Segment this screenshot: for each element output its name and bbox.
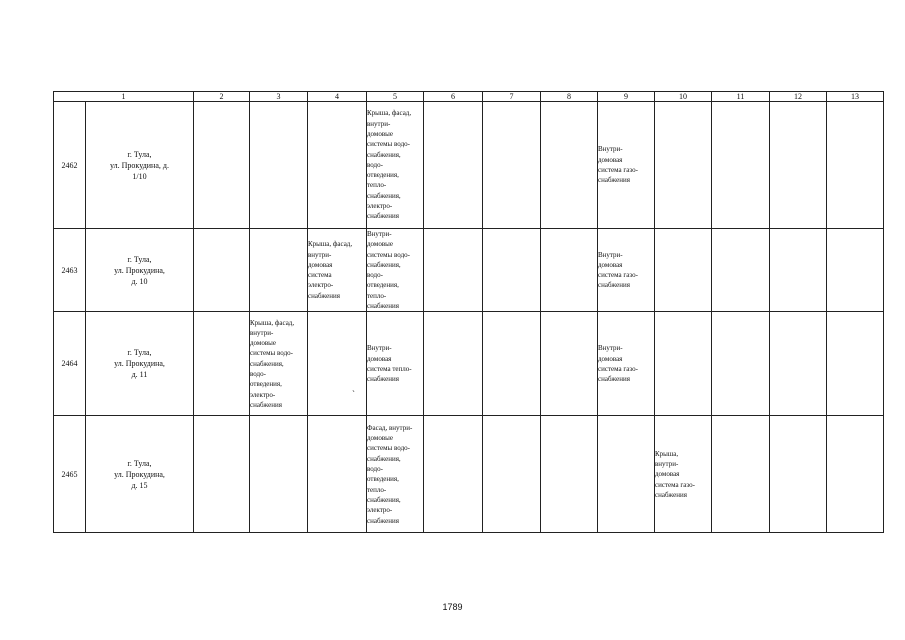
cell-col-2 <box>194 416 250 533</box>
address-text: г. Тула, ул. Прокудина, д. 11 <box>114 348 165 380</box>
cell-col-7 <box>483 102 541 229</box>
cell-col-4 <box>308 416 367 533</box>
cell-text: Внутри- домовая система газо- снабжения <box>598 344 638 384</box>
cell-col-7 <box>483 416 541 533</box>
header-cell-7: 7 <box>483 92 541 102</box>
header-cell-4: 4 <box>308 92 367 102</box>
cell-col-3 <box>250 312 308 416</box>
cell-col-10 <box>655 229 712 312</box>
row-address <box>86 416 194 533</box>
cell-col-6 <box>424 416 483 533</box>
header-cell-9: 9 <box>598 92 655 102</box>
header-cell-12: 12 <box>770 92 827 102</box>
cell-col-9 <box>598 312 655 416</box>
cell-text: Крыша, фасад, внутри- домовые системы водо- снабжения, водо- отведения, электро- снабжения <box>250 318 295 409</box>
cell-col-12 <box>770 312 827 416</box>
cell-col-8 <box>541 229 598 312</box>
cell-text: Внутри- домовая система газо- снабжения <box>598 145 638 185</box>
cell-text: Внутри- домовая система тепло- снабжения <box>367 344 412 384</box>
cell-col-10 <box>655 312 712 416</box>
cell-col-8 <box>541 312 598 416</box>
cell-col-12 <box>770 229 827 312</box>
cell-col-13 <box>827 229 884 312</box>
cell-col-11 <box>712 229 770 312</box>
cell-col-10 <box>655 416 712 533</box>
cell-col-2 <box>194 229 250 312</box>
header-cell-5: 5 <box>367 92 424 102</box>
header-cell-3: 3 <box>250 92 308 102</box>
cell-col-9 <box>598 229 655 312</box>
cell-col-4 <box>308 102 367 229</box>
cell-col-7 <box>483 312 541 416</box>
cell-col-6 <box>424 312 483 416</box>
cell-col-4 <box>308 229 367 312</box>
row-address <box>86 102 194 229</box>
cell-col-3 <box>250 229 308 312</box>
row-number: 2462 <box>54 102 86 229</box>
cell-col-13 <box>827 416 884 533</box>
cell-col-5 <box>367 312 424 416</box>
cell-text: Крыша, внутри- домовая система газо- снабжения <box>655 449 695 499</box>
cell-col-2 <box>194 312 250 416</box>
cell-col-5 <box>367 102 424 229</box>
cell-col-5 <box>367 416 424 533</box>
cell-col-8 <box>541 102 598 229</box>
table-row <box>54 229 884 312</box>
header-cell-8: 8 <box>541 92 598 102</box>
table-row <box>54 416 884 533</box>
cell-text: Крыша, фасад, внутри- домовые системы водо- снабжения, водо- отведения, тепло- снабжения, электро- снабжения <box>367 109 412 221</box>
cell-col-3 <box>250 102 308 229</box>
header-cell-10: 10 <box>655 92 712 102</box>
cell-text: Крыша, фасад, внутри- домовая система электро- снабжения <box>308 240 353 300</box>
address-text: г. Тула, ул. Прокудина, д. 15 <box>114 458 165 490</box>
header-row <box>54 92 884 102</box>
cell-col-6 <box>424 229 483 312</box>
register-table <box>53 91 884 533</box>
row-number: 2463 <box>54 229 86 312</box>
cell-col-5 <box>367 229 424 312</box>
row-number: 2465 <box>54 416 86 533</box>
cell-text: Фасад, внутри- домовые системы водо- снабжения, водо- отведения, тепло- снабжения, электро- снабжения <box>367 423 413 525</box>
cell-col-11 <box>712 312 770 416</box>
row-address <box>86 229 194 312</box>
row-number: 2464 <box>54 312 86 416</box>
cell-col-12 <box>770 102 827 229</box>
address-text: г. Тула, ул. Прокудина, д. 10 <box>114 254 165 286</box>
cell-col-6 <box>424 102 483 229</box>
cell-col-13 <box>827 312 884 416</box>
cell-col-7 <box>483 229 541 312</box>
cell-col-2 <box>194 102 250 229</box>
cell-col-10 <box>655 102 712 229</box>
header-cell-11: 11 <box>712 92 770 102</box>
header-cell-1: 1 <box>54 92 194 102</box>
stray-mark: ` <box>352 389 355 399</box>
cell-col-11 <box>712 416 770 533</box>
cell-col-8 <box>541 416 598 533</box>
cell-col-4 <box>308 312 367 416</box>
cell-col-9 <box>598 416 655 533</box>
cell-col-9 <box>598 102 655 229</box>
page-number: 1789 <box>442 602 463 612</box>
header-cell-13: 13 <box>827 92 884 102</box>
cell-col-11 <box>712 102 770 229</box>
cell-col-13 <box>827 102 884 229</box>
row-address <box>86 312 194 416</box>
address-text: г. Тула, ул. Прокудина, д. 1/10 <box>110 149 169 181</box>
cell-col-3 <box>250 416 308 533</box>
table-row <box>54 312 884 416</box>
table-row <box>54 102 884 229</box>
header-cell-6: 6 <box>424 92 483 102</box>
cell-text: Внутри- домовые системы водо- снабжения, водо- отведения, тепло- снабжения <box>367 230 410 311</box>
cell-col-12 <box>770 416 827 533</box>
header-cell-2: 2 <box>194 92 250 102</box>
cell-text: Внутри- домовая система газо- снабжения <box>598 250 638 290</box>
